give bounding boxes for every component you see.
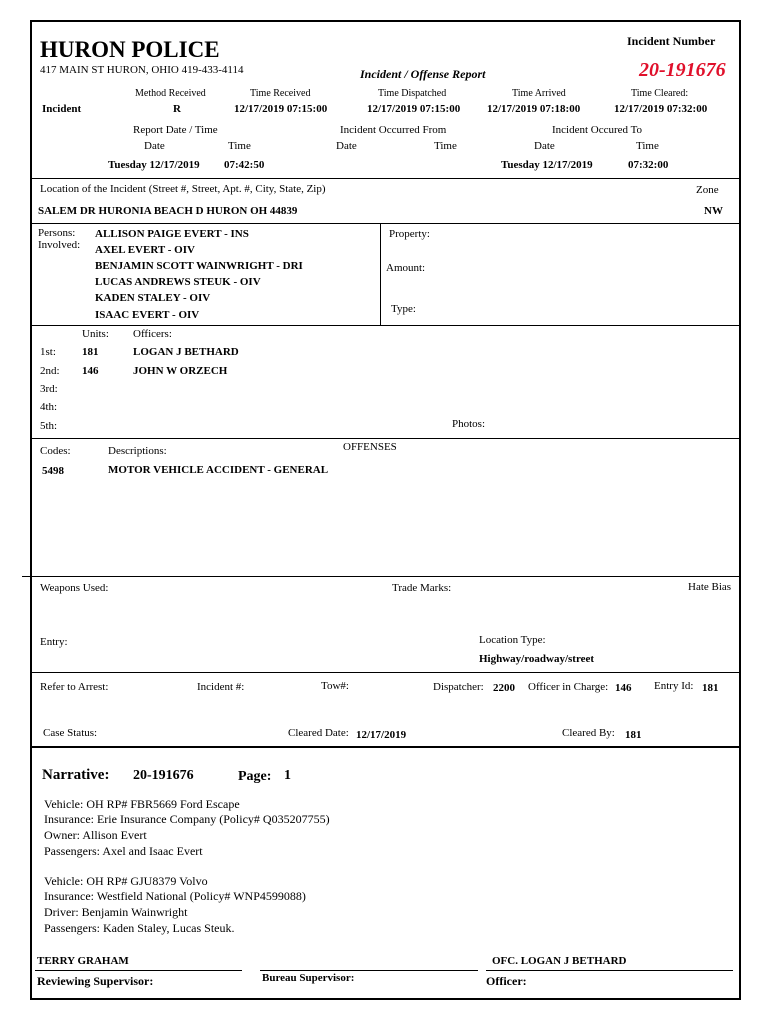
person-2: AXEL EVERT - OIV <box>95 244 195 256</box>
officer-1: LOGAN J BETHARD <box>133 346 239 358</box>
hate-bias-label: Hate Bias <box>688 581 732 593</box>
cleared-by-label: Cleared By: <box>562 727 615 739</box>
time-arrived-label: Time Arrived <box>512 88 566 99</box>
location-type-value: Highway/roadway/street <box>479 653 595 665</box>
report-datetime-label: Report Date / Time <box>133 124 218 136</box>
location-label: Location of the Incident (Street #, Street, Apt. #, City, State, Zip) <box>40 183 326 195</box>
narrative-page-label: Page: <box>238 769 272 784</box>
time-cleared: 12/17/2019 07:32:00 <box>614 103 708 115</box>
time-dispatched-label: Time Dispatched <box>378 88 447 99</box>
unit-row-label-4: 4th: <box>40 401 58 413</box>
reviewing-supervisor-name: TERRY GRAHAM <box>37 955 129 967</box>
person-3: BENJAMIN SCOTT WAINWRIGHT - DRI <box>95 260 303 272</box>
dept-address: 417 MAIN ST HURON, OHIO 419-433-4114 <box>40 64 244 76</box>
time-received: 12/17/2019 07:15:00 <box>234 103 328 115</box>
entry-label: Entry: <box>40 636 68 648</box>
report-date-label: Date <box>144 140 165 152</box>
divider-after-offenses <box>22 576 740 577</box>
location-value: SALEM DR HURONIA BEACH D HURON OH 44839 <box>38 205 298 217</box>
cleared-by-value: 181 <box>625 729 642 741</box>
narrative-page-number: 1 <box>284 768 291 783</box>
cleared-date-value: 12/17/2019 <box>356 729 407 741</box>
officer-in-charge-value: 146 <box>615 682 632 694</box>
reviewing-signature-line <box>35 970 242 971</box>
dept-name: HURON POLICE <box>40 37 220 62</box>
codes-label: Codes: <box>40 445 71 457</box>
narrative-number: 20-191676 <box>133 768 194 783</box>
incident-label: Incident <box>42 103 82 115</box>
officer-2: JOHN W ORZECH <box>133 365 228 377</box>
property-label: Property: <box>389 228 430 240</box>
time-received-label: Time Received <box>250 88 311 99</box>
cleared-date-label: Cleared Date: <box>288 727 349 739</box>
report-time: 07:42:50 <box>224 159 265 171</box>
entry-id-value: 181 <box>702 682 719 694</box>
time-cleared-label: Time Cleared: <box>631 88 689 99</box>
divider-after-entry <box>31 672 740 673</box>
trade-marks-label: Trade Marks: <box>392 582 452 594</box>
incident-number: 20-191676 <box>639 59 726 81</box>
occurred-to-time: 07:32:00 <box>628 159 669 171</box>
divider-after-units <box>31 438 740 439</box>
type-label: Type: <box>391 303 416 315</box>
offense-description: MOTOR VEHICLE ACCIDENT - GENERAL <box>108 464 329 476</box>
time-arrived: 12/17/2019 07:18:00 <box>487 103 581 115</box>
narrative-line-2: Insurance: Erie Insurance Company (Policy# Q035207755) <box>44 812 330 826</box>
unit-row-label-2: 2nd: <box>40 365 60 377</box>
descriptions-label: Descriptions: <box>108 445 167 457</box>
unit-row-label-1: 1st: <box>40 346 56 358</box>
narrative-line-3: Owner: Allison Evert <box>44 828 147 842</box>
person-5: KADEN STALEY - OIV <box>95 292 211 304</box>
involved-label: Involved: <box>38 239 81 251</box>
person-1: ALLISON PAIGE EVERT - INS <box>95 228 249 240</box>
officer-name: OFC. LOGAN J BETHARD <box>492 955 627 967</box>
incident-hash-label: Incident #: <box>197 681 245 693</box>
occurred-to-time-label: Time <box>636 140 659 152</box>
reviewing-supervisor-label: Reviewing Supervisor: <box>37 974 154 988</box>
unit-row-label-3: 3rd: <box>40 383 58 395</box>
divider-after-location <box>31 223 740 224</box>
occurred-from-time-label: Time <box>434 140 457 152</box>
unit-2: 146 <box>82 365 99 377</box>
dispatcher-label: Dispatcher: <box>433 681 484 693</box>
persons-property-divider <box>380 224 381 325</box>
occurred-from-label: Incident Occurred From <box>340 124 447 136</box>
officer-signature-label: Officer: <box>486 974 527 988</box>
offense-code: 5498 <box>42 465 64 477</box>
person-4: LUCAS ANDREWS STEUK - OIV <box>95 276 261 288</box>
occurred-from-date-label: Date <box>336 140 357 152</box>
entry-id-label: Entry Id: <box>654 680 694 692</box>
person-6: ISAAC EVERT - OIV <box>95 309 200 321</box>
occurred-to-date: Tuesday 12/17/2019 <box>501 159 593 171</box>
officer-signature-line <box>486 970 733 971</box>
offenses-heading: OFFENSES <box>343 441 397 453</box>
narrative-line-6: Insurance: Westfield National (Policy# WNP4599088) <box>44 889 306 903</box>
time-dispatched: 12/17/2019 07:15:00 <box>367 103 461 115</box>
narrative-line-5: Vehicle: OH RP# GJU8379 Volvo <box>44 874 208 888</box>
weapons-label: Weapons Used: <box>40 582 109 594</box>
narrative-line-4: Passengers: Axel and Isaac Evert <box>44 844 203 858</box>
divider-after-persons <box>31 325 740 326</box>
incident-number-label: Incident Number <box>627 34 716 48</box>
report-frame-narrative <box>30 746 741 1000</box>
bureau-signature-line <box>260 970 478 971</box>
divider-after-times <box>31 178 740 179</box>
amount-label: Amount: <box>386 262 426 274</box>
report-time-label: Time <box>228 140 251 152</box>
tow-label: Tow#: <box>321 680 349 692</box>
report-type: Incident / Offense Report <box>360 67 486 81</box>
units-label: Units: <box>82 328 109 340</box>
persons-label: Persons: <box>38 227 76 239</box>
narrative-line-7: Driver: Benjamin Wainwright <box>44 905 188 919</box>
refer-to-arrest-label: Refer to Arrest: <box>40 681 109 693</box>
officer-in-charge-label: Officer in Charge: <box>528 681 609 693</box>
location-type-label: Location Type: <box>479 634 546 646</box>
unit-1: 181 <box>82 346 99 358</box>
officers-label: Officers: <box>133 328 172 340</box>
bureau-supervisor-label: Bureau Supervisor: <box>262 972 355 984</box>
narrative-line-1: Vehicle: OH RP# FBR5669 Ford Escape <box>44 797 240 811</box>
occurred-to-date-label: Date <box>534 140 555 152</box>
zone-value: NW <box>704 205 723 217</box>
dispatcher-value: 2200 <box>493 682 515 694</box>
zone-label: Zone <box>696 184 719 196</box>
occurred-to-label: Incident Occured To <box>552 124 643 136</box>
method-received: R <box>173 103 181 115</box>
report-date: Tuesday 12/17/2019 <box>108 159 200 171</box>
narrative-line-8: Passengers: Kaden Staley, Lucas Steuk. <box>44 921 235 935</box>
unit-row-label-5: 5th: <box>40 420 58 432</box>
photos-label: Photos: <box>452 418 486 430</box>
method-received-label: Method Received <box>135 88 206 99</box>
narrative-label: Narrative: <box>42 767 110 783</box>
case-status-label: Case Status: <box>43 727 98 739</box>
